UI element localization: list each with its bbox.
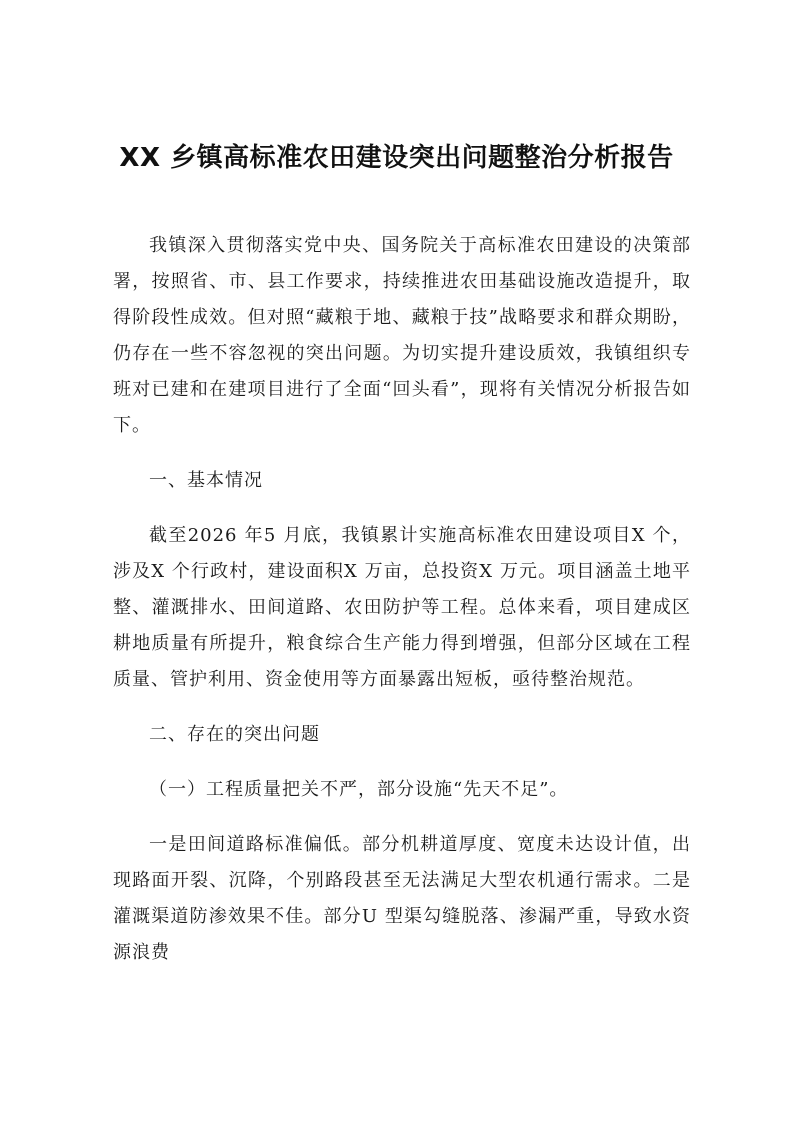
document-body bbox=[113, 228, 691, 990]
section-heading-problems: 二、存在的突出问题 bbox=[149, 724, 320, 745]
section-heading-basic-situation: 一、基本情况 bbox=[149, 470, 263, 491]
intro-paragraph: 我镇深入贯彻落实党中央、国务院关于高标准农田建设的决策部署，按照省、市、县工作要求，持续推进农田基础设施改造提升，取得阶段性成效。但对照“藏粮于地、藏粮于技”战略要求和群众期盼，仍存在一些不容忽视的突出问题。为切实提升建设质效，我镇组织专班对已建和在建项目进行了全面“回头看”，现将有关情况分析报告如下。 bbox=[113, 235, 691, 436]
subsection-heading-quality: （一）工程质量把关不严，部分设施“先天不足”。 bbox=[149, 779, 569, 800]
quality-problems-paragraph: 一是田间道路标准偏低。部分机耕道厚度、宽度未达设计值，出现路面开裂、沉降，个别路段甚至无法满足大型农机通行需求。二是灌溉渠道防渗效果不佳。部分U 型渠勾缝脱落、渗漏严重，导致水资源浪费 bbox=[113, 834, 691, 963]
basic-situation-paragraph: 截至2026 年5 月底，我镇累计实施高标准农田建设项目X 个，涉及X 个行政村，建设面积X 万亩，总投资X 万元。项目涵盖土地平整、灌溉排水、田间道路、农田防护等工程。总体来看，项目建成区耕地质量有所提升，粮食综合生产能力得到增强，但部分区域在工程质量、管护利用、资金使用等方面暴露出短板，亟待整治规范。 bbox=[113, 525, 691, 690]
document-title: XX 乡镇高标准农田建设突出问题整治分析报告 bbox=[119, 143, 674, 173]
